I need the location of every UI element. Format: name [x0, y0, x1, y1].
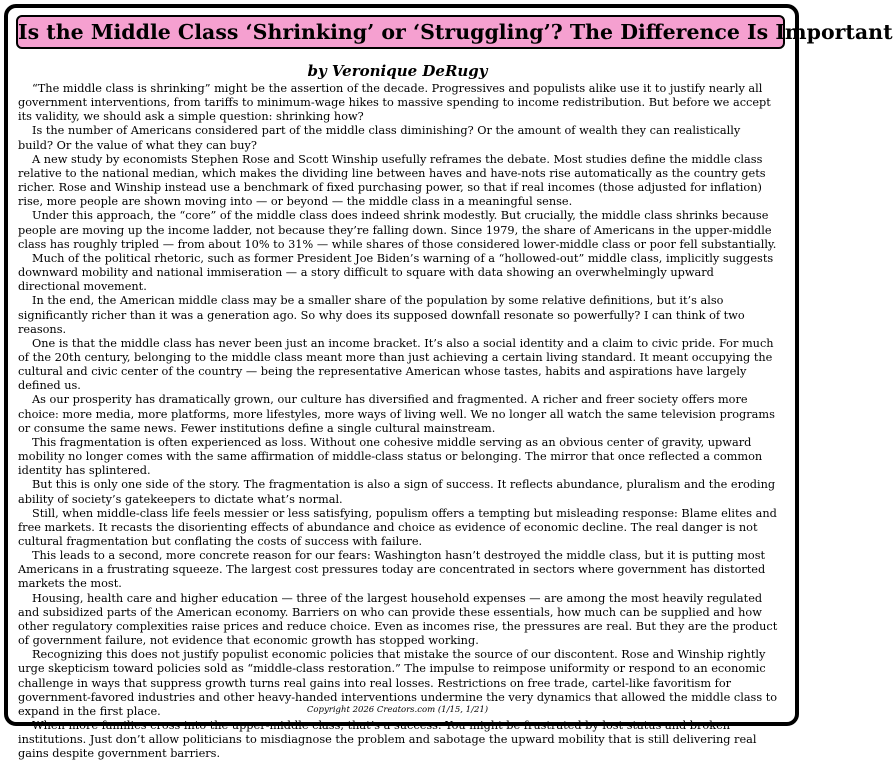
paragraph: Is the number of Americans considered part of the middle class diminishing? Or the amount of wealth they can realistically build? Or the value of what they can buy? [18, 124, 741, 152]
paragraph: Still, when middle-class life feels messier or less satisfying, populism offers a tempting but misleading response: Blame elites and free markets. It recasts the disorienting effects of abundance and choice as evidence of economic decline. The real danger is not cultural fragmentation but conflating the costs of success with failure. [18, 506, 777, 548]
paragraph: “The middle class is shrinking” might be the assertion of the decade. Progressives and populists alike use it to justify nearly all government interventions, from tariffs to minimum-wage hikes to massive spending to income redistribution. But before we accept its validity, we should ask a simple question: shrinking how? [18, 82, 771, 124]
paragraph: Under this approach, the “core” of the middle class does indeed shrink modestly. But crucially, the middle class shrinks because people are moving up the income ladder, not because they’re falling down. Since 1979, the share of Americans in the upper-middle class has roughly tripled — from about 10% to 31% — while shares of those considered lower-middle class or poor fell substantially. [18, 209, 777, 251]
paragraph: Much of the political rhetoric, such as former President Joe Biden’s warning of a “hollowed-out” middle class, implicitly suggests downward mobility and national immiseration — a story difficult to square with data showing an overwhelmingly upward directional movement. [18, 251, 774, 294]
paragraph: Recognizing this does not justify populist economic policies that mistake the source of our discontent. Rose and Winship rightly urge skepticism toward policies sold as “middle-class restoration.” The impulse to reimpose uniformity or respond to an economic challenge in ways that suppress growth turns real gains into real losses. Restrictions on free trade, cartel-like favoritism for government-favored industries and other heavy-handed interventions undermine the very dynamics that allowed the middle class to expand in the first place. [18, 648, 778, 718]
paragraph: This leads to a second, more concrete reason for our fears: Washington hasn’t destroyed the middle class, but it is putting most Americans in a frustrating squeeze. The largest cost pressures today are concentrated in sectors where government has distorted markets the most. [18, 549, 766, 591]
article-frame [4, 4, 893, 761]
paragraph: Housing, health care and higher education — three of the largest household expenses — are among the most heavily regulated and subsidized parts of the American economy. Barriers on who can provide these essentials, how much can be supplied and how other regulatory complexities raise prices and reduce choice. Even as incomes rise, the pressures are real. But they are the product of government failure, not evidence that economic growth has stopped working. [18, 591, 778, 648]
paragraph: A new study by economists Stephen Rose and Scott Winship usefully reframes the debate. Most studies define the middle class relative to the national median, which makes the dividing line between haves and have-nots rise automatically as the country gets richer. Rose and Winship instead use a benchmark of fixed purchasing power, so that if real incomes (those adjusted for inflation) rise, more people are shown moving into — or beyond — the middle class in a meaningful sense. [18, 152, 766, 209]
paragraph: But this is only one side of the story. The fragmentation is also a sign of success. It reflects abundance, pluralism and the eroding ability of society’s gatekeepers to dictate what’s normal. [18, 478, 776, 506]
paragraph: One is that the middle class has never been just an income bracket. It’s also a social identity and a claim to civic pride. For much of the 20th century, belonging to the middle class meant more than just achieving a certain living standard. It meant occupying the cultural and civic center of the country — being the representative American whose tastes, habits and aspirations have largely defined us. [18, 336, 774, 393]
paragraph: When more families cross into the upper-middle class, that’s a success. You might be frustrated by lost status and broken institutions. Just don’t allow politicians to misdiagnose the problem and sabotage the upward mobility that is still delivering real gains despite government barriers. [18, 719, 757, 761]
paragraph: In the end, the American middle class may be a smaller share of the population by some relative definitions, but it’s also significantly richer than it was a generation ago. So why does its supposed downfall resonate so powerfully? I can think of two reasons. [18, 294, 745, 336]
headline: Is the Middle Class ‘Shrinking’ or ‘Struggling’? The Difference Is Important [16, 15, 785, 49]
copyright: Copyright 2026 Creators.com (1/15, 1/21) [306, 705, 489, 715]
byline: by Veronique DeRugy [307, 62, 488, 80]
paragraph: This fragmentation is often experienced as loss. Without one cohesive middle serving as an obvious center of gravity, upward mobility no longer comes with the same affirmation of middle-class status or belonging. The mirror that once reflected a common identity has splintered. [18, 435, 763, 478]
article-body [18, 82, 778, 762]
paragraph: As our prosperity has dramatically grown, our culture has diversified and fragmented. A richer and freer society offers more choice: more media, more platforms, more lifestyles, more ways of living well. We no longer all watch the same television programs or consume the same news. Fewer institutions define a single cultural mainstream. [18, 393, 775, 435]
